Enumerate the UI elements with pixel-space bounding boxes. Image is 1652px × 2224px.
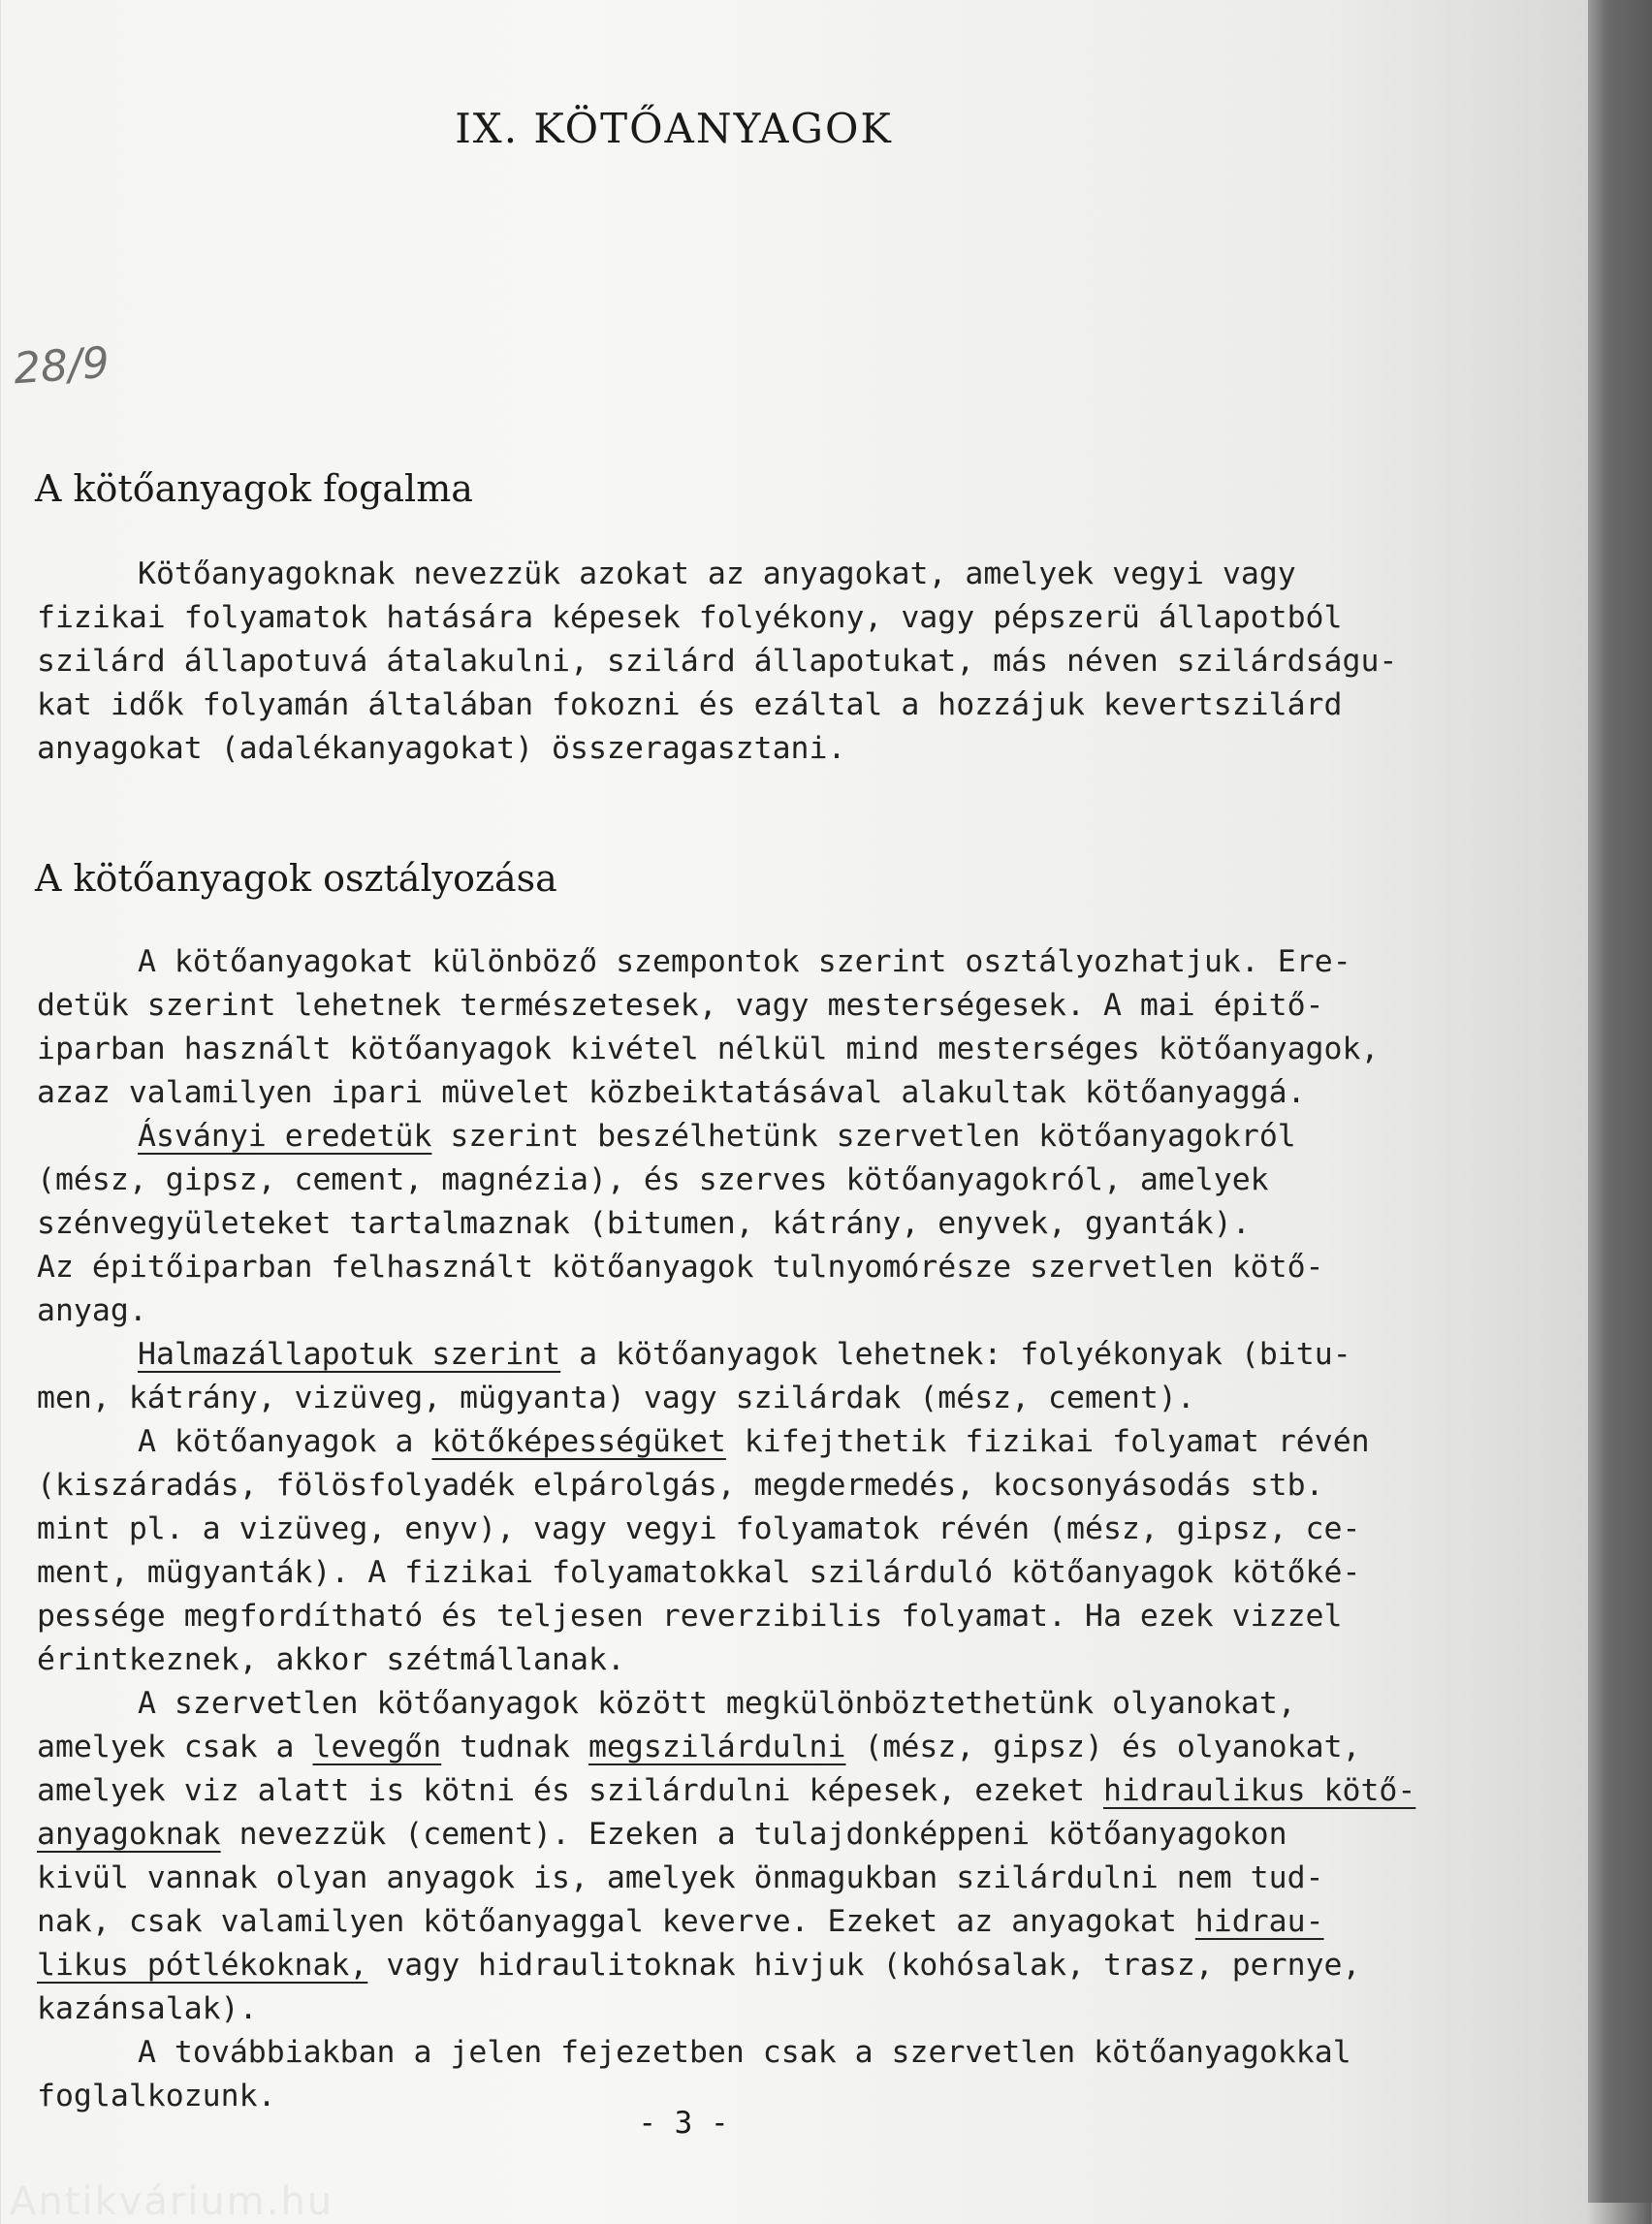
underlined-term: levegőn: [312, 1730, 442, 1764]
text-line: kat idők folyamán általában fokozni és ezáltal a hozzájuk kevertszilárd: [37, 687, 1343, 722]
text-line: mint pl. a vizüveg, enyv), vagy vegyi folyamatok révén (mész, gipsz, ce-: [37, 1511, 1361, 1546]
text-line: anyag.: [37, 1293, 147, 1328]
underlined-term: anyagoknak: [37, 1817, 221, 1852]
text-line: A szervetlen kötőanyagok között megkülönböztethetünk olyanokat,: [138, 1686, 1296, 1721]
handwritten-margin-note: 28/9: [12, 337, 111, 395]
section-heading-concept: A kötőanyagok fogalma: [35, 467, 473, 510]
underlined-term: Halmazállapotuk szerint: [138, 1337, 561, 1372]
text-fragment: nak, csak valamilyen kötőanyaggal keverve. Ezeket az anyagokat: [37, 1904, 1195, 1939]
text-line: [37, 1813, 1336, 1857]
text-line: [37, 1115, 1336, 1159]
text-fragment: szerint beszélhetünk szervetlen kötőanyagokról: [431, 1119, 1296, 1154]
text-fragment: a kötőanyagok lehetnek: folyékonyak (bitu-: [560, 1337, 1351, 1372]
section-concept-body: [37, 553, 1398, 771]
text-line: A kötőanyagokat különböző szempontok szerint osztályozhatjuk. Ere-: [138, 944, 1351, 979]
text-line: [37, 1944, 1361, 1987]
text-fragment: amelyek csak a: [37, 1730, 313, 1764]
underlined-term: megszilárdulni: [588, 1730, 846, 1764]
text-line: szénvegyületeket tartalmaznak (bitumen, kátrány, enyvek, gyanták).: [37, 1206, 1251, 1241]
text-line: szilárd állapotuvá átalakulni, szilárd állapotukat, más néven szilárdságu-: [37, 644, 1398, 679]
text-fragment: kifejthetik fizikai folyamat révén: [725, 1424, 1370, 1459]
text-line: (kiszáradás, fölösfolyadék elpárolgás, megdermedés, kocsonyásodás stb.: [37, 1468, 1324, 1503]
text-line: iparban használt kötőanyagok kivétel nélkül mind mesterséges kötőanyagok,: [37, 1032, 1380, 1066]
text-fragment: A kötőanyagok a: [138, 1424, 432, 1459]
text-line: A továbbiakban a jelen fejezetben csak a szervetlen kötőanyagokkal: [138, 2035, 1351, 2070]
text-line: pessége megfordítható és teljesen reverzibilis folyamat. Ha ezek vizzel: [37, 1599, 1343, 1634]
text-fragment: amelyek viz alatt is kötni és szilárdulni képesek, ezeket: [37, 1773, 1103, 1808]
text-fragment: (mész, gipsz) és olyanokat,: [845, 1730, 1361, 1764]
text-line: [37, 1726, 1361, 1769]
text-line: érintkeznek, akkor szétmállanak.: [37, 1642, 625, 1677]
underlined-term: likus pótlékoknak,: [37, 1948, 368, 1983]
watermark-text: Antikvárium.hu: [10, 2179, 334, 2224]
text-line: [37, 1900, 1336, 1944]
page-number: - 3 -: [638, 2106, 729, 2141]
text-line: [37, 1420, 1370, 1464]
text-line: Az épitőiparban felhasznált kötőanyagok tulnyomórésze szervetlen kötő-: [37, 1250, 1324, 1285]
underlined-term: kötőképességüket: [431, 1424, 726, 1459]
text-line: kazánsalak).: [37, 1991, 258, 2026]
text-fragment: vagy hidraulitoknak hivjuk (kohósalak, trasz, pernye,: [367, 1948, 1361, 1983]
text-line: anyagokat (adalékanyagokat) összeragasztani.: [37, 731, 846, 766]
page-edge-shadow: [1588, 0, 1652, 2203]
section-classification-body: [37, 940, 1416, 2118]
text-line: ment, mügyanták). A fizikai folyamatokkal szilárduló kötőanyagok kötőké-: [37, 1555, 1361, 1590]
underlined-term: hidraulikus kötő-: [1102, 1773, 1416, 1808]
chapter-title: IX. KÖTŐANYAGOK: [455, 105, 893, 152]
text-line: fizikai folyamatok hatására képesek folyékony, vagy pépszerü állapotból: [37, 600, 1343, 635]
text-line: foglalkozunk.: [37, 2079, 276, 2113]
text-line: [37, 1333, 1351, 1377]
text-line: azaz valamilyen ipari müvelet közbeiktatásával alakultak kötőanyaggá.: [37, 1075, 1306, 1110]
section-heading-classification: A kötőanyagok osztályozása: [35, 857, 557, 900]
text-line: Kötőanyagoknak nevezzük azokat az anyagokat, amelyek vegyi vagy: [138, 556, 1296, 591]
underlined-term: hidrau-: [1194, 1904, 1324, 1939]
text-fragment: tudnak: [441, 1730, 588, 1764]
text-line: detük szerint lehetnek természetesek, vagy mesterségesek. A mai épitő-: [37, 988, 1324, 1023]
text-line: kivül vannak olyan anyagok is, amelyek önmagukban szilárdulni nem tud-: [37, 1860, 1324, 1895]
text-line: [37, 1769, 1416, 1813]
text-line: men, kátrány, vizüveg, mügyanta) vagy szilárdak (mész, cement).: [37, 1381, 1195, 1415]
text-fragment: nevezzük (cement). Ezeken a tulajdonképpeni kötőanyagokon: [220, 1817, 1287, 1852]
underlined-term: Ásványi eredetük: [138, 1119, 432, 1154]
text-line: (mész, gipsz, cement, magnézia), és szerves kötőanyagokról, amelyek: [37, 1162, 1269, 1197]
